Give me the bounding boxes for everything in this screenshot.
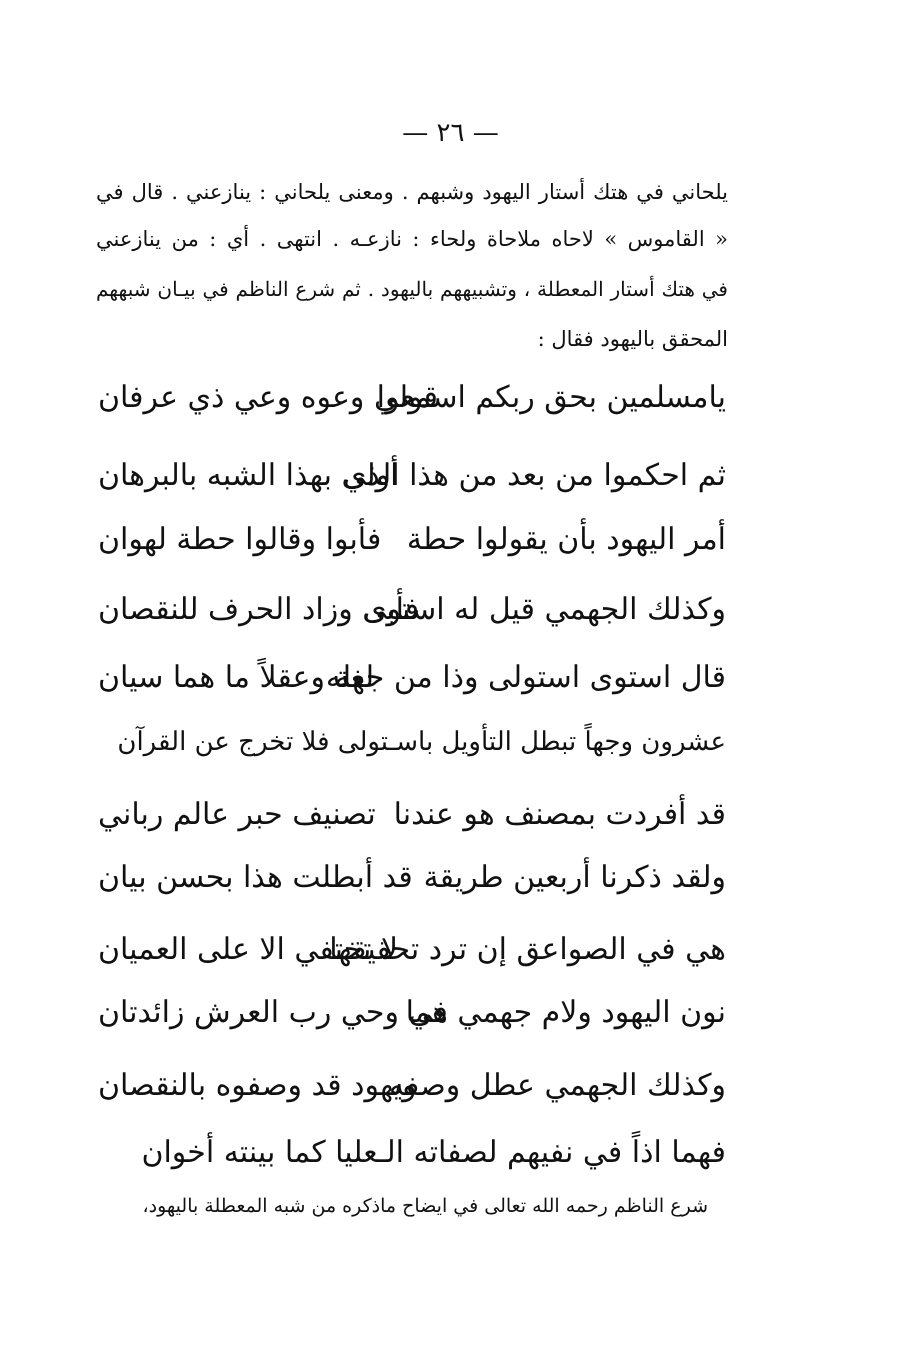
verse-second-hemistich: فأبوا وقالوا حطة لهوان xyxy=(98,522,382,557)
verse-first-hemistich: أمر اليهود بأن يقولوا حطة xyxy=(406,522,726,557)
verse-first-hemistich: وكذلك الجهمي قيل له استوى xyxy=(363,592,726,627)
prose-line: في هتك أستار المعطلة ، وتشبيههم باليهود . ثم شرع الناظم في بيـان شبههم xyxy=(96,277,728,301)
verse-second-hemistich: قد أبطلت هذا بحسن بيان xyxy=(98,860,413,895)
verse xyxy=(98,995,726,1041)
verse-second-hemistich: لا تختفي الا على العميان xyxy=(98,932,398,967)
verse-first-hemistich: ثم احكموا من بعد من هذا الذي xyxy=(342,458,726,493)
verse xyxy=(98,932,726,978)
verse xyxy=(98,592,726,638)
verse-first-hemistich: ولقد ذكرنا أربعين طريقة xyxy=(423,860,726,895)
verse xyxy=(98,860,726,906)
verse xyxy=(98,380,726,426)
verse-first-hemistich: هي في الصواعق إن ترد تحقيقها xyxy=(329,932,726,967)
verse-second-hemistich: لغة وعقلاً ما هما سيان xyxy=(98,660,375,695)
verse-first-hemistich: قال استوى استولى وذا من جهله xyxy=(325,660,726,695)
verse-first-hemistich: وكذلك الجهمي عطل وصفه xyxy=(388,1068,726,1103)
verse-second-hemistich: تصنيف حبر عالم رباني xyxy=(98,797,376,832)
verse xyxy=(98,1135,726,1181)
page-number: — ٢٦ — xyxy=(402,118,499,148)
verse-second-hemistich: قولي وعوه وعي ذي عرفان xyxy=(98,380,438,415)
prose-line: « القاموس » لاحاه ملاحاة ولحاء : نازعـه . انتهى . أي : من ينازعني xyxy=(96,227,728,251)
verse xyxy=(98,1068,726,1114)
verse-first-hemistich: عشرون وجهاً تبطل التأويل باسـتولى فلا تخرج عن القرآن xyxy=(117,727,726,757)
verse-second-hemistich: في وحي رب العرش زائدتان xyxy=(98,995,448,1030)
verse-first-hemistich: يامسلمين بحق ربكم اسمعوا xyxy=(376,380,726,415)
verse xyxy=(98,797,726,843)
verse-first-hemistich: قد أفردت بمصنف هو عندنا xyxy=(393,797,726,832)
prose-line: يلحاني في هتك أستار اليهود وشبهم . ومعنى يلحاني : ينازعني . قال في xyxy=(96,180,728,204)
verse-second-hemistich: أولى بهذا الشبه بالبرهان xyxy=(98,458,399,493)
verse xyxy=(98,458,726,504)
verse xyxy=(98,660,726,706)
footnote: شرع الناظم رحمه الله تعالى في ايضاح ماذكره من شبه المعطلة باليهود، xyxy=(142,1195,708,1217)
verse xyxy=(98,727,726,773)
verse xyxy=(98,522,726,568)
verse-second-hemistich: ويهود قد وصفوه بالنقصان xyxy=(98,1068,417,1103)
verse-first-hemistich: نون اليهود ولام جهمي هما xyxy=(405,995,726,1030)
verse-first-hemistich: فهما اذاً في نفيهم لصفاته الـعليا كما بينته أخوان xyxy=(141,1135,726,1170)
verse-second-hemistich: فأبى وزاد الحرف للنقصان xyxy=(98,592,420,627)
prose-line: المحقق باليهود فقال : xyxy=(537,327,728,351)
